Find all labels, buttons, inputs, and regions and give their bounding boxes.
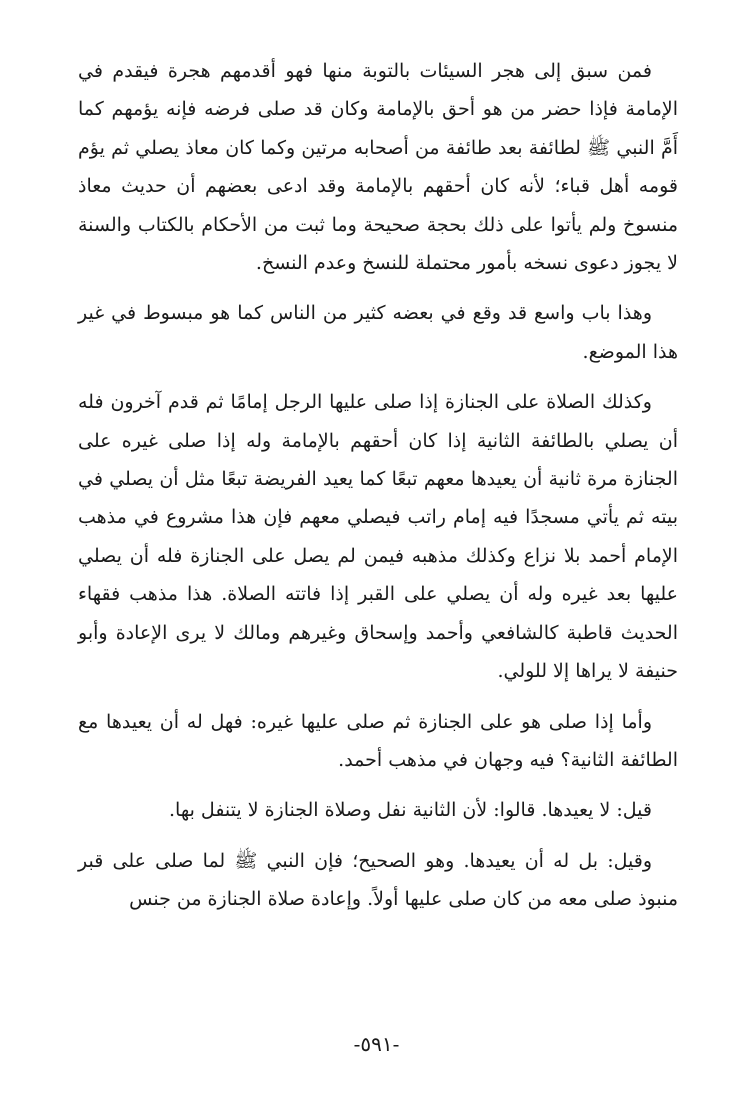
paragraph-2: وهذا باب واسع قد وقع في بعضه كثير من الناس كما هو مبسوط في غير هذا الموضع. [78,302,678,363]
page-body [78,52,678,931]
paragraph-3: وكذلك الصلاة على الجنازة إذا صلى عليها الرجل إمامًا ثم قدم آخرون فله أن يصلي بالطائفة الثانية إذا كان أحقهم بالإمامة وله إذا صلى غيره على الجنازة مرة ثانية أن يعيدها معهم تبعًا كما يعيد الفريضة تبعًا مثل أن يصلي في بيته ثم يأتي مسجدًا فيه إمام راتب فيصلي معهم فإن هذا مشروع في مذهب الإمام أحمد بلا نزاع وكذلك مذهبه فيمن لم يصل على الجنازة فله أن يصلي عليها بعد غيره وله أن يصلي على القبر إذا فاتته الصلاة. هذا مذهب فقهاء الحديث قاطبة كالشافعي وأحمد وإسحاق وغيرهم ومالك لا يرى الإعادة وأبو حنيفة لا يراها إلا للولي. [78,391,678,683]
paragraph-4: وأما إذا صلى هو على الجنازة ثم صلى عليها غيره: فهل له أن يعيدها مع الطائفة الثانية؟ فيه وجهان في مذهب أحمد. [78,710,678,771]
page-number: -٥٩١- [353,1032,400,1056]
paragraph-1: فمن سبق إلى هجر السيئات بالتوبة منها فهو أقدمهم هجرة فيقدم في الإمامة فإذا حضر من هو أحق بالإمامة وكان قد صلى فرضه فإنه يؤمهم كما أَمَّ النبي ﷺ لطائفة بعد طائفة من أصحابه مرتين وكما كان معاذ يصلي ثم يؤم قومه أهل قباء؛ لأنه كان أحقهم بالإمامة وقد ادعى بعضهم أن حديث معاذ منسوخ ولم يأتوا على ذلك بحجة صحيحة وما ثبت من الأحكام بالكتاب والسنة لا يجوز دعوى نسخه بأمور محتملة للنسخ وعدم النسخ. [78,60,678,275]
paragraph-6: وقيل: بل له أن يعيدها. وهو الصحيح؛ فإن النبي ﷺ لما صلى على قبر منبوذ صلى معه من كان صلى عليها أولاً. وإعادة صلاة الجنازة من جنس [78,849,678,911]
paragraph-5: قيل: لا يعيدها. قالوا: لأن الثانية نفل وصلاة الجنازة لا يتنفل بها. [169,799,652,822]
